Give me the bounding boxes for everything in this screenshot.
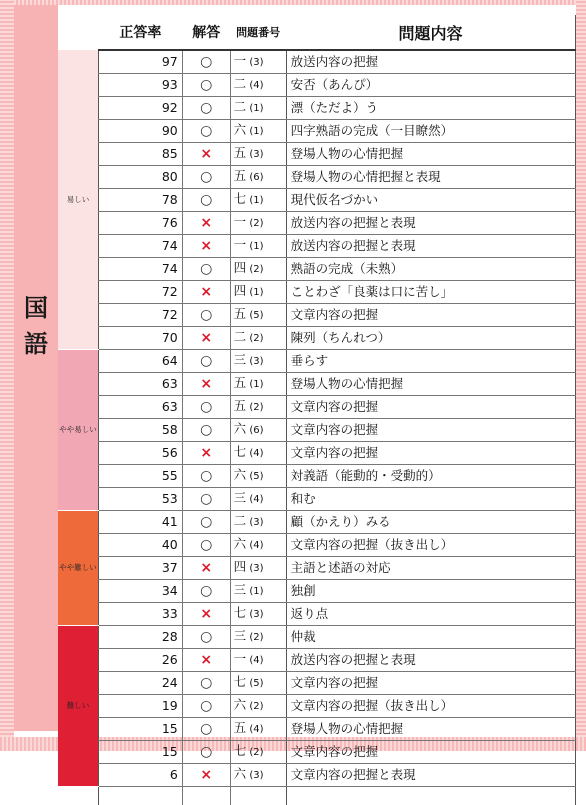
question-no-main: 五 <box>234 168 247 183</box>
question-no-sub: (3) <box>246 57 263 68</box>
table-row <box>58 419 576 442</box>
question-no-cell <box>230 580 286 603</box>
table-row <box>58 327 576 350</box>
table-row <box>58 718 576 741</box>
question-no-main: 二 <box>234 513 247 528</box>
rate-cell: 15 <box>98 718 182 741</box>
content-cell: 登場人物の心情把握 <box>286 143 575 166</box>
table-row <box>58 741 576 764</box>
content-cell: 登場人物の心情把握 <box>286 373 575 396</box>
question-no-sub: (2) <box>246 218 263 229</box>
question-no-main: 一 <box>234 214 247 229</box>
table-row <box>58 166 576 189</box>
content-cell: 漂（ただよ）う <box>286 97 575 120</box>
question-no-sub: (5) <box>246 471 263 482</box>
question-no-main: 七 <box>234 191 247 206</box>
table-row <box>58 396 576 419</box>
wrong-mark-icon: × <box>182 557 230 580</box>
content-cell: 放送内容の把握と表現 <box>286 235 575 258</box>
question-no-sub: (1) <box>246 126 263 137</box>
question-no-cell <box>230 327 286 350</box>
table-row <box>58 580 576 603</box>
correct-mark-icon: ○ <box>182 74 230 97</box>
rate-cell: 97 <box>98 50 182 74</box>
correct-mark-icon: ○ <box>182 396 230 419</box>
question-no-cell <box>230 350 286 373</box>
table-row <box>58 764 576 787</box>
table-row <box>58 672 576 695</box>
content-cell: 文章内容の把握 <box>286 672 575 695</box>
question-no-main: 七 <box>234 605 247 620</box>
question-no-sub: (6) <box>246 172 263 183</box>
difficulty-label: やや易しい <box>58 425 98 435</box>
table-row <box>58 281 576 304</box>
question-no-cell <box>230 212 286 235</box>
correct-mark-icon: ○ <box>182 350 230 373</box>
rate-cell: 33 <box>98 603 182 626</box>
correct-mark-icon: ○ <box>182 304 230 327</box>
rate-cell: 37 <box>98 557 182 580</box>
table-row <box>58 143 576 166</box>
table-row <box>58 557 576 580</box>
question-no-cell <box>230 281 286 304</box>
difficulty-band <box>58 50 98 350</box>
rate-cell: 26 <box>98 649 182 672</box>
content-cell: 文章内容の把握 <box>286 396 575 419</box>
frame-left-border <box>0 0 14 751</box>
question-no-main: 四 <box>234 559 247 574</box>
rate-cell: 41 <box>98 511 182 534</box>
question-no-cell <box>230 235 286 258</box>
question-no-cell <box>230 143 286 166</box>
frame-right-border <box>576 0 586 751</box>
correct-mark-icon: ○ <box>182 488 230 511</box>
question-no-sub: (4) <box>246 724 263 735</box>
question-no-cell <box>230 396 286 419</box>
question-no-cell <box>230 695 286 718</box>
table-row <box>58 649 576 672</box>
question-no-cell <box>230 603 286 626</box>
content-cell: 返り点 <box>286 603 575 626</box>
table-row <box>58 97 576 120</box>
question-no-sub: (4) <box>246 448 263 459</box>
table-row <box>58 304 576 327</box>
question-no-sub: (3) <box>246 356 263 367</box>
table-row <box>58 534 576 557</box>
rate-cell: 93 <box>98 74 182 97</box>
rate-header: 正答率 <box>98 15 182 50</box>
content-cell: 現代仮名づかい <box>286 189 575 212</box>
correct-mark-icon: ○ <box>182 695 230 718</box>
table-row <box>58 603 576 626</box>
question-no-cell <box>230 465 286 488</box>
question-no-sub: (3) <box>246 770 263 781</box>
difficulty-label: 難しい <box>58 701 98 711</box>
correct-mark-icon: ○ <box>182 258 230 281</box>
rate-cell: 74 <box>98 258 182 281</box>
difficulty-band <box>58 350 98 511</box>
question-no-sub: (4) <box>246 540 263 551</box>
question-no-sub: (5) <box>246 678 263 689</box>
question-no-sub: (5) <box>246 310 263 321</box>
level-header <box>58 15 98 50</box>
content-cell: 登場人物の心情把握 <box>286 718 575 741</box>
table-row <box>58 511 576 534</box>
rate-cell: 58 <box>98 419 182 442</box>
question-no-cell <box>230 50 286 74</box>
rate-cell: 63 <box>98 396 182 419</box>
question-no-main: 五 <box>234 398 247 413</box>
question-no-main: 四 <box>234 283 247 298</box>
content-cell: 安否（あんぴ） <box>286 74 575 97</box>
question-no-main: 一 <box>234 237 247 252</box>
frame-top-border <box>0 0 586 5</box>
question-no-sub: (4) <box>246 655 263 666</box>
question-no-main: 二 <box>234 99 247 114</box>
question-no-main: 七 <box>234 674 247 689</box>
content-cell: ことわざ「良薬は口に苦し」 <box>286 281 575 304</box>
difficulty-label: やや難しい <box>58 563 98 573</box>
rate-cell: 6 <box>98 764 182 787</box>
question-no-sub: (3) <box>246 149 263 160</box>
question-no-main: 六 <box>234 421 247 436</box>
wrong-mark-icon: × <box>182 281 230 304</box>
content-cell: 文章内容の把握 <box>286 419 575 442</box>
rate-cell: 53 <box>98 488 182 511</box>
table-row <box>58 465 576 488</box>
question-no-sub: (2) <box>246 402 263 413</box>
table-row <box>58 212 576 235</box>
rate-cell: 28 <box>98 626 182 649</box>
content-cell: 独創 <box>286 580 575 603</box>
content-cell: 文章内容の把握（抜き出し） <box>286 534 575 557</box>
question-no-main: 六 <box>234 122 247 137</box>
content-cell: 文章内容の把握 <box>286 442 575 465</box>
rate-cell: 92 <box>98 97 182 120</box>
question-no-main: 四 <box>234 260 247 275</box>
question-no-cell <box>230 511 286 534</box>
results-body <box>58 50 576 805</box>
question-no-header: 問題番号 <box>230 15 286 50</box>
answer-header: 解答 <box>182 15 230 50</box>
wrong-mark-icon: × <box>182 373 230 396</box>
content-cell: 和む <box>286 488 575 511</box>
difficulty-band <box>58 511 98 626</box>
question-no-cell <box>230 442 286 465</box>
content-cell: 文章内容の把握と表現 <box>286 764 575 787</box>
table-row <box>58 189 576 212</box>
content-cell: 顧（かえり）みる <box>286 511 575 534</box>
correct-mark-icon: ○ <box>182 626 230 649</box>
table-row <box>58 373 576 396</box>
table-row <box>58 50 576 74</box>
empty-cell <box>98 787 182 805</box>
rate-cell: 90 <box>98 120 182 143</box>
question-no-main: 六 <box>234 467 247 482</box>
question-no-main: 七 <box>234 444 247 459</box>
table-row <box>58 258 576 281</box>
rate-cell: 40 <box>98 534 182 557</box>
wrong-mark-icon: × <box>182 764 230 787</box>
table-row <box>58 74 576 97</box>
rate-cell: 85 <box>98 143 182 166</box>
question-no-sub: (4) <box>246 494 263 505</box>
question-no-cell <box>230 74 286 97</box>
question-no-cell <box>230 166 286 189</box>
question-no-sub: (1) <box>246 586 263 597</box>
content-cell: 仲裁 <box>286 626 575 649</box>
table-row <box>58 695 576 718</box>
correct-mark-icon: ○ <box>182 741 230 764</box>
results-table-wrap <box>58 15 576 805</box>
correct-mark-icon: ○ <box>182 465 230 488</box>
table-row <box>58 120 576 143</box>
content-cell: 主語と述語の対応 <box>286 557 575 580</box>
content-cell: 垂らす <box>286 350 575 373</box>
rate-cell: 76 <box>98 212 182 235</box>
table-row <box>58 626 576 649</box>
content-header: 問題内容 <box>286 15 575 50</box>
question-no-main: 二 <box>234 329 247 344</box>
rate-cell: 74 <box>98 235 182 258</box>
content-cell: 文章内容の把握 <box>286 304 575 327</box>
correct-mark-icon: ○ <box>182 50 230 74</box>
rate-cell: 64 <box>98 350 182 373</box>
question-no-cell <box>230 672 286 695</box>
rate-cell: 80 <box>98 166 182 189</box>
question-no-main: 三 <box>234 628 247 643</box>
correct-mark-icon: ○ <box>182 120 230 143</box>
wrong-mark-icon: × <box>182 327 230 350</box>
question-no-sub: (1) <box>246 103 263 114</box>
question-no-cell <box>230 120 286 143</box>
question-no-main: 五 <box>234 375 247 390</box>
question-no-main: 三 <box>234 490 247 505</box>
question-no-sub: (2) <box>246 264 263 275</box>
wrong-mark-icon: × <box>182 442 230 465</box>
question-no-sub: (2) <box>246 632 263 643</box>
table-row <box>58 235 576 258</box>
question-no-sub: (2) <box>246 747 263 758</box>
question-no-main: 六 <box>234 536 247 551</box>
question-no-cell <box>230 373 286 396</box>
question-no-sub: (1) <box>246 287 263 298</box>
correct-mark-icon: ○ <box>182 672 230 695</box>
difficulty-label: 易しい <box>58 195 98 205</box>
difficulty-band <box>58 626 98 787</box>
content-cell: 登場人物の心情把握と表現 <box>286 166 575 189</box>
correct-mark-icon: ○ <box>182 511 230 534</box>
rate-cell: 78 <box>98 189 182 212</box>
table-row <box>58 442 576 465</box>
correct-mark-icon: ○ <box>182 189 230 212</box>
content-cell: 四字熟語の完成（一目瞭然） <box>286 120 575 143</box>
correct-mark-icon: ○ <box>182 97 230 120</box>
rate-cell: 34 <box>98 580 182 603</box>
correct-mark-icon: ○ <box>182 419 230 442</box>
question-no-main: 一 <box>234 651 247 666</box>
wrong-mark-icon: × <box>182 649 230 672</box>
question-no-main: 五 <box>234 306 247 321</box>
question-no-cell <box>230 764 286 787</box>
correct-mark-icon: ○ <box>182 580 230 603</box>
content-cell: 文章内容の把握（抜き出し） <box>286 695 575 718</box>
question-no-sub: (3) <box>246 563 263 574</box>
empty-cell <box>230 787 286 805</box>
empty-cell <box>58 787 98 805</box>
correct-mark-icon: ○ <box>182 718 230 741</box>
subject-label: 国 語 <box>14 290 58 362</box>
table-row <box>58 488 576 511</box>
question-no-main: 五 <box>234 145 247 160</box>
empty-cell <box>286 787 575 805</box>
correct-mark-icon: ○ <box>182 166 230 189</box>
question-no-main: 六 <box>234 697 247 712</box>
content-cell: 対義語（能動的・受動的） <box>286 465 575 488</box>
question-no-sub: (6) <box>246 425 263 436</box>
empty-row <box>58 787 576 805</box>
rate-cell: 72 <box>98 304 182 327</box>
question-no-sub: (3) <box>246 609 263 620</box>
question-no-sub: (2) <box>246 333 263 344</box>
content-cell: 文章内容の把握 <box>286 741 575 764</box>
correct-mark-icon: ○ <box>182 534 230 557</box>
question-no-cell <box>230 419 286 442</box>
question-no-cell <box>230 97 286 120</box>
question-no-cell <box>230 258 286 281</box>
table-row <box>58 350 576 373</box>
content-cell: 放送内容の把握と表現 <box>286 212 575 235</box>
question-no-main: 一 <box>234 53 247 68</box>
question-no-sub: (1) <box>246 195 263 206</box>
wrong-mark-icon: × <box>182 603 230 626</box>
rate-cell: 56 <box>98 442 182 465</box>
empty-cell <box>182 787 230 805</box>
rate-cell: 19 <box>98 695 182 718</box>
question-no-main: 五 <box>234 720 247 735</box>
question-no-main: 二 <box>234 76 247 91</box>
content-cell: 陳列（ちんれつ） <box>286 327 575 350</box>
question-no-cell <box>230 488 286 511</box>
question-no-cell <box>230 718 286 741</box>
question-no-main: 七 <box>234 743 247 758</box>
rate-cell: 15 <box>98 741 182 764</box>
rate-cell: 63 <box>98 373 182 396</box>
question-no-cell <box>230 741 286 764</box>
rate-cell: 24 <box>98 672 182 695</box>
question-no-cell <box>230 649 286 672</box>
question-no-main: 六 <box>234 766 247 781</box>
content-cell: 熟語の完成（未熟） <box>286 258 575 281</box>
subject-strip <box>14 5 58 731</box>
question-no-cell <box>230 189 286 212</box>
question-no-sub: (1) <box>246 241 263 252</box>
question-no-cell <box>230 534 286 557</box>
question-no-cell <box>230 557 286 580</box>
content-cell: 放送内容の把握と表現 <box>286 649 575 672</box>
question-no-sub: (4) <box>246 80 263 91</box>
rate-cell: 72 <box>98 281 182 304</box>
wrong-mark-icon: × <box>182 143 230 166</box>
wrong-mark-icon: × <box>182 235 230 258</box>
results-table <box>58 15 576 805</box>
question-no-main: 三 <box>234 582 247 597</box>
question-no-sub: (1) <box>246 379 263 390</box>
question-no-sub: (2) <box>246 701 263 712</box>
question-no-cell <box>230 626 286 649</box>
content-cell: 放送内容の把握 <box>286 50 575 74</box>
question-no-cell <box>230 304 286 327</box>
question-no-sub: (3) <box>246 517 263 528</box>
header-row <box>58 15 576 50</box>
rate-cell: 70 <box>98 327 182 350</box>
wrong-mark-icon: × <box>182 212 230 235</box>
question-no-main: 三 <box>234 352 247 367</box>
rate-cell: 55 <box>98 465 182 488</box>
